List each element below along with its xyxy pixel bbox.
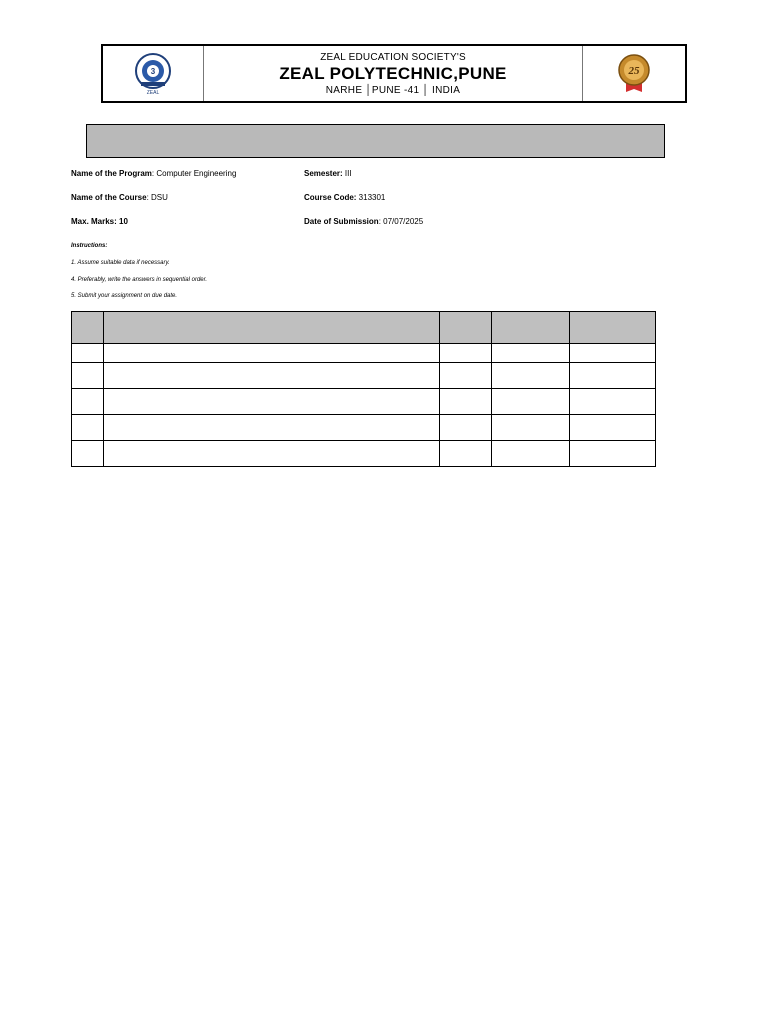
instructions-title: Instructions: bbox=[71, 243, 108, 249]
table-cell bbox=[491, 344, 569, 363]
table-cell bbox=[72, 441, 104, 467]
program-label: Name of the Program bbox=[71, 169, 152, 178]
semester-value: III bbox=[342, 169, 352, 178]
table-cell bbox=[104, 441, 440, 467]
institute-logo-left bbox=[103, 46, 204, 101]
table-cell bbox=[569, 389, 655, 415]
table-cell bbox=[72, 415, 104, 441]
instruction-item: 5. Submit your assignment on due date. bbox=[71, 293, 178, 299]
society-name: ZEAL EDUCATION SOCIETY'S bbox=[320, 52, 466, 63]
left-logo-text: ZEAL bbox=[146, 89, 160, 96]
marks-info bbox=[71, 217, 128, 226]
table-cell bbox=[569, 363, 655, 389]
table-cell bbox=[491, 363, 569, 389]
table-cell bbox=[569, 344, 655, 363]
header-cell bbox=[104, 312, 440, 344]
course-value: : DSU bbox=[146, 193, 168, 202]
college-address: NARHE │PUNE -41 │ INDIA bbox=[325, 85, 461, 96]
table-cell bbox=[104, 415, 440, 441]
table-row bbox=[72, 363, 656, 389]
anniversary-25-icon bbox=[609, 53, 659, 95]
table-cell bbox=[104, 389, 440, 415]
college-name: ZEAL POLYTECHNIC,PUNE bbox=[279, 64, 507, 83]
table-header-row bbox=[72, 312, 656, 344]
badge-number: 25 bbox=[628, 64, 640, 77]
table-row bbox=[72, 344, 656, 363]
submission-label: Date of Submission bbox=[304, 217, 379, 226]
course-code-info bbox=[304, 193, 385, 202]
course-info bbox=[71, 193, 168, 202]
table-row bbox=[72, 389, 656, 415]
table-cell bbox=[439, 363, 491, 389]
table-cell bbox=[72, 389, 104, 415]
max-marks-label: Max. Marks: 10 bbox=[71, 217, 128, 226]
table-cell bbox=[491, 415, 569, 441]
submission-value: : 07/07/2025 bbox=[378, 217, 424, 226]
course-code-label: Course Code: bbox=[304, 193, 357, 202]
title-band bbox=[86, 124, 665, 158]
letterhead-text bbox=[204, 46, 582, 101]
table-cell bbox=[491, 441, 569, 467]
program-value: : Computer Engineering bbox=[151, 169, 237, 178]
anniversary-badge bbox=[582, 46, 685, 101]
table-cell bbox=[569, 415, 655, 441]
table-row bbox=[72, 415, 656, 441]
table-cell bbox=[491, 389, 569, 415]
semester-label: Semester: bbox=[304, 169, 343, 178]
header-cell bbox=[569, 312, 655, 344]
header-cell bbox=[439, 312, 491, 344]
submission-info bbox=[304, 217, 423, 226]
zeal-emblem-icon bbox=[129, 51, 177, 97]
instruction-item: 1. Assume suitable data if necessary. bbox=[71, 260, 170, 266]
course-code-value: 313301 bbox=[356, 193, 386, 202]
table-cell bbox=[72, 363, 104, 389]
table-cell bbox=[439, 415, 491, 441]
table-cell bbox=[72, 344, 104, 363]
course-label: Name of the Course bbox=[71, 193, 147, 202]
semester-info bbox=[304, 169, 352, 178]
header-cell bbox=[491, 312, 569, 344]
table-row bbox=[72, 441, 656, 467]
svg-text:3: 3 bbox=[150, 66, 156, 76]
table-cell bbox=[104, 363, 440, 389]
instruction-item: 4. Preferably, write the answers in sequential order. bbox=[71, 277, 208, 283]
program-info bbox=[71, 169, 236, 178]
table-cell bbox=[439, 344, 491, 363]
header-cell bbox=[72, 312, 104, 344]
table-cell bbox=[439, 441, 491, 467]
table-cell bbox=[104, 344, 440, 363]
question-table bbox=[71, 311, 656, 467]
table-cell bbox=[569, 441, 655, 467]
table-cell bbox=[439, 389, 491, 415]
letterhead bbox=[101, 44, 687, 103]
